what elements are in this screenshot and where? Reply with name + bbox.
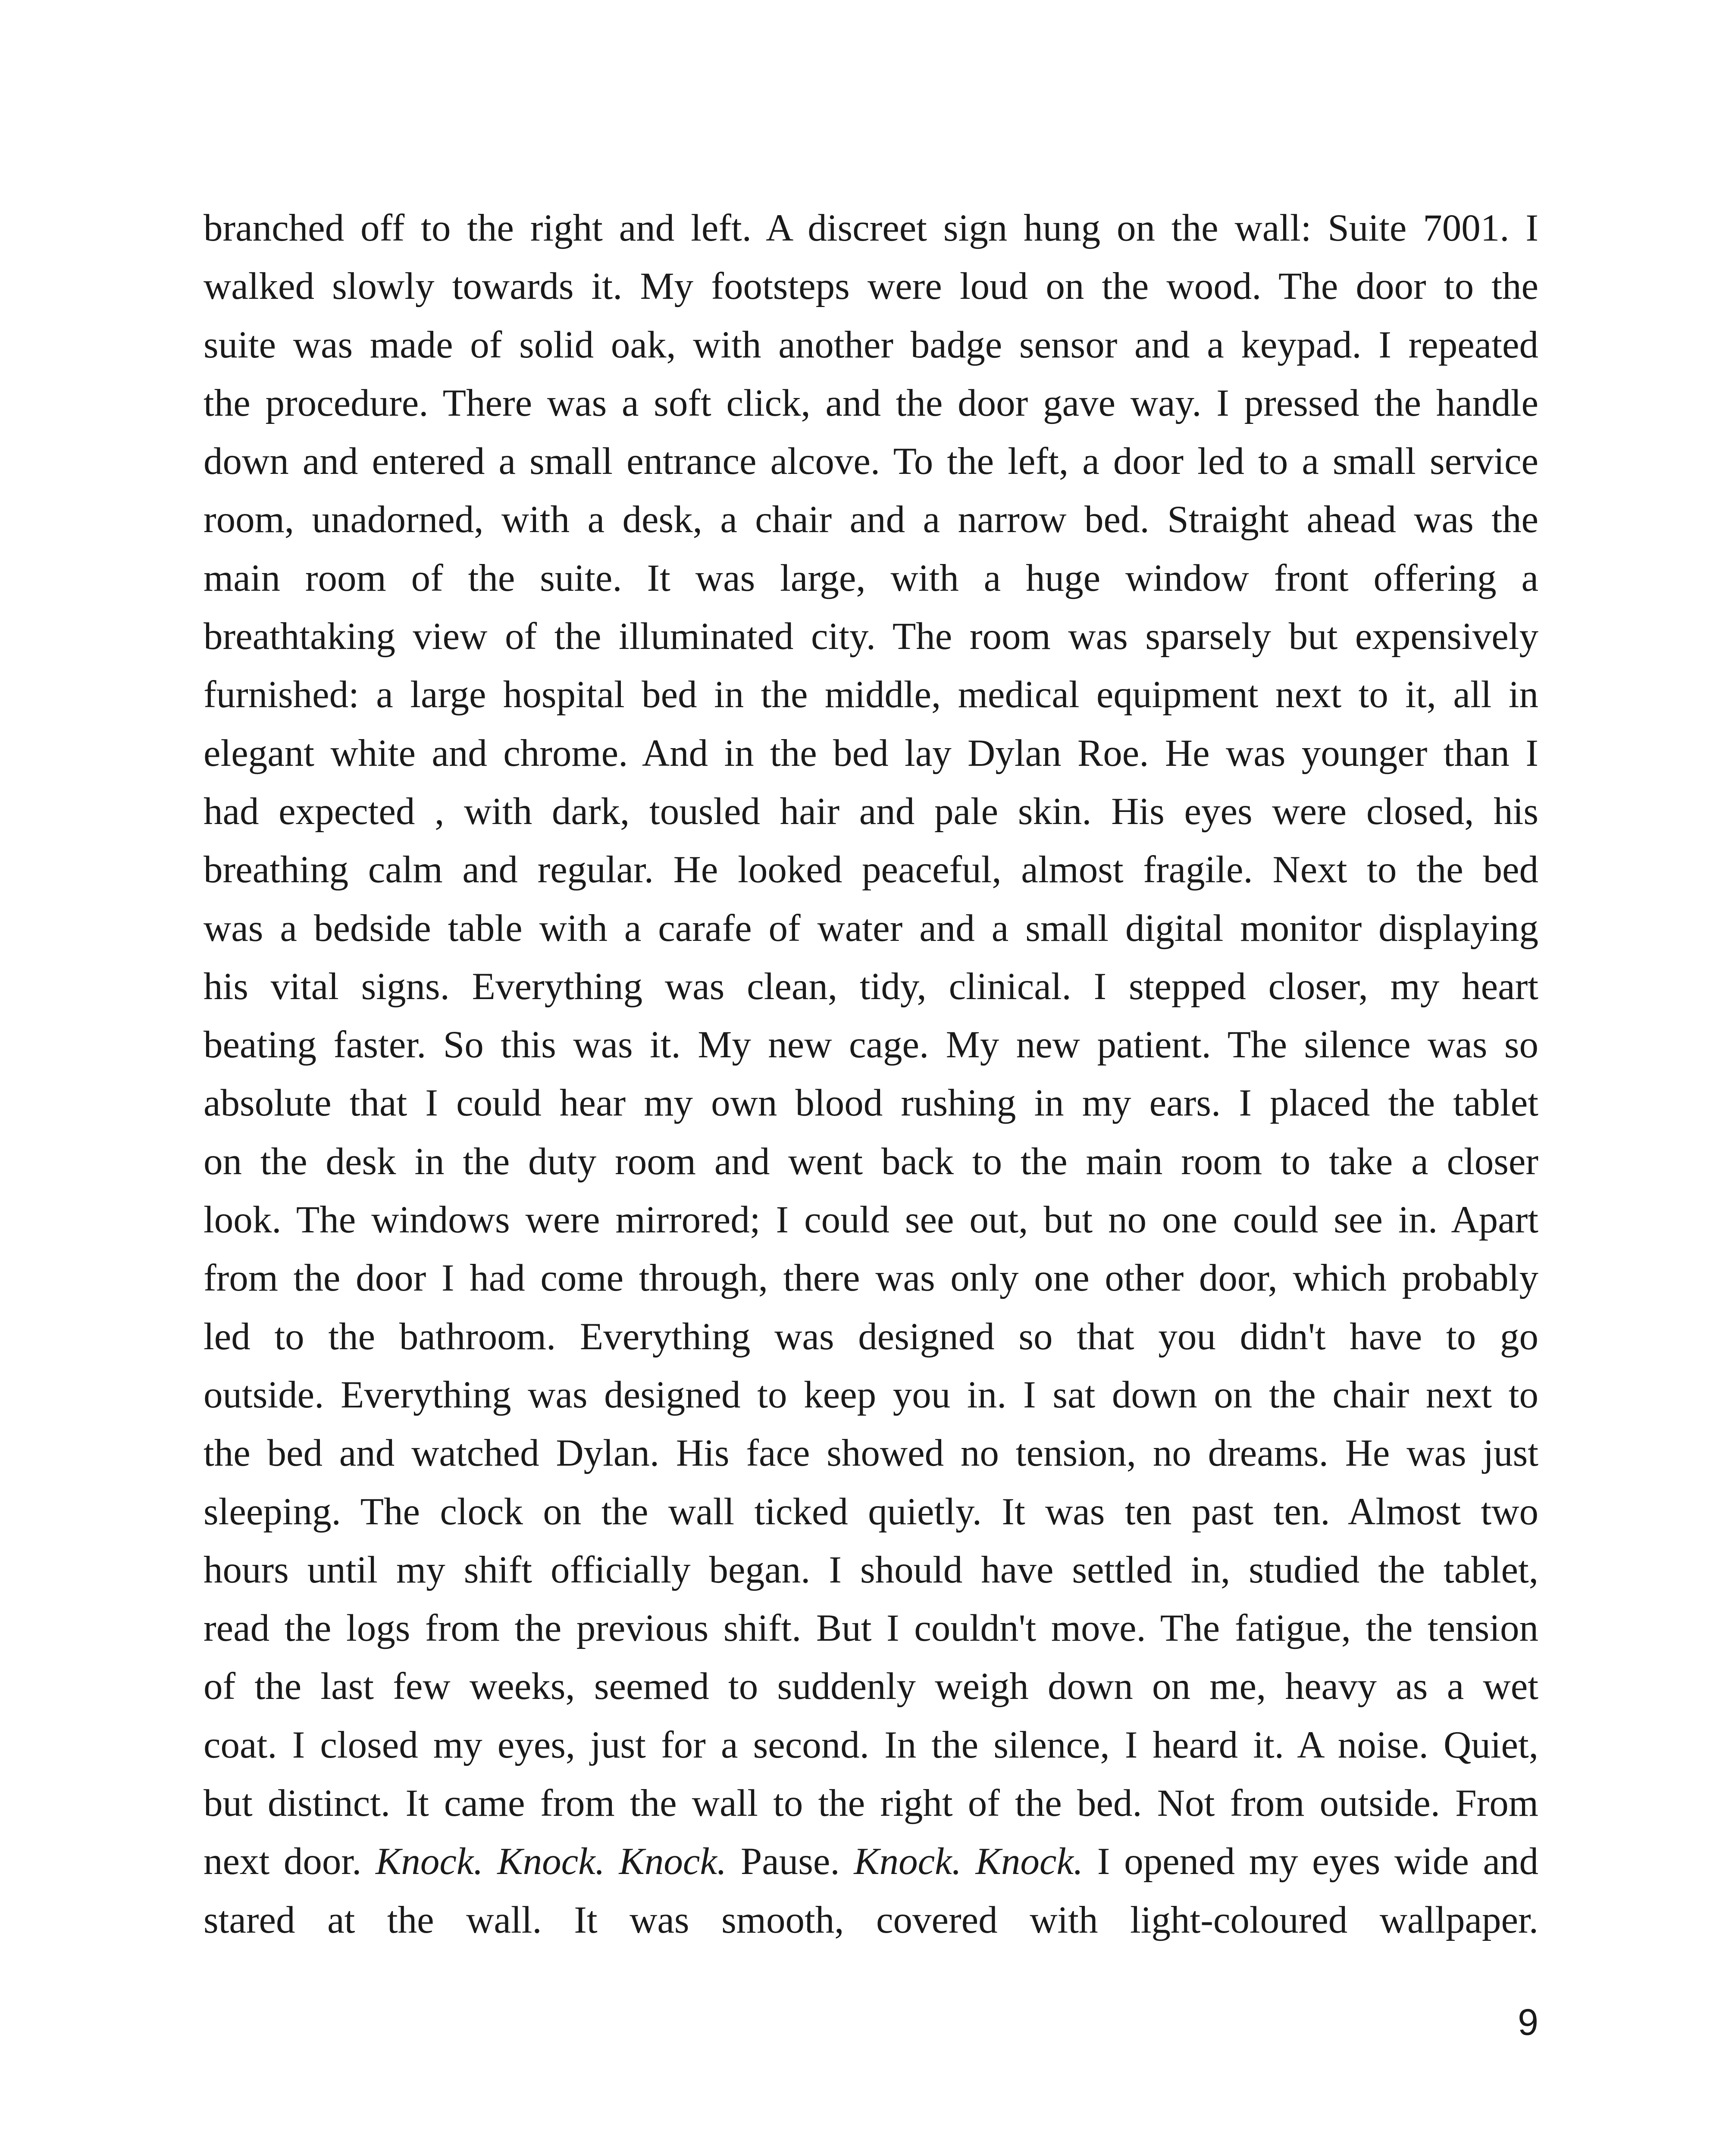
text-line: the bed and watched Dylan. His face showed no tension, no dreams. He was just: [204, 1432, 1538, 1475]
text-line: room, unadorned, with a desk, a chair and a narrow bed. Straight ahead was the: [204, 498, 1538, 541]
text-line: outside. Everything was designed to keep you in. I sat down on the chair next to: [204, 1373, 1538, 1416]
text-line: but distinct. It came from the wall to the right of the bed. Not from outside. From: [204, 1782, 1538, 1825]
text-line: read the logs from the previous shift. But I couldn't move. The fatigue, the tension: [204, 1607, 1538, 1650]
text-line: down and entered a small entrance alcove. To the left, a door led to a small service: [204, 440, 1538, 483]
text-line: of the last few weeks, seemed to suddenly weigh down on me, heavy as a wet: [204, 1665, 1538, 1708]
text-line: hours until my shift officially began. I should have settled in, studied the tablet,: [204, 1548, 1538, 1591]
body-text: [204, 199, 1538, 1949]
text-line-with-italics: [204, 1833, 1538, 1891]
line-segment: I opened my eyes wide and: [1083, 1840, 1539, 1883]
text-line: sleeping. The clock on the wall ticked quietly. It was ten past ten. Almost two: [204, 1490, 1538, 1533]
text-line: elegant white and chrome. And in the bed lay Dylan Roe. He was younger than I: [204, 732, 1538, 774]
text-line: the procedure. There was a soft click, and the door gave way. I pressed the handle: [204, 382, 1538, 424]
text-line: beating faster. So this was it. My new cage. My new patient. The silence was so: [204, 1024, 1538, 1066]
text-line: breathing calm and regular. He looked peaceful, almost fragile. Next to the bed: [204, 849, 1538, 891]
text-line: was a bedside table with a carafe of water and a small digital monitor displaying: [204, 907, 1538, 950]
text-line: look. The windows were mirrored; I could see out, but no one could see in. Apart: [204, 1199, 1538, 1241]
text-line: walked slowly towards it. My footsteps were loud on the wood. The door to the: [204, 265, 1538, 308]
text-line: from the door I had come through, there was only one other door, which probably: [204, 1257, 1538, 1300]
italic-knock-1: Knock. Knock. Knock.: [375, 1840, 727, 1883]
text-line: suite was made of solid oak, with another badge sensor and a keypad. I repeated: [204, 323, 1538, 366]
text-line: on the desk in the duty room and went back to the main room to take a closer: [204, 1140, 1538, 1183]
text-line: absolute that I could hear my own blood rushing in my ears. I placed the tablet: [204, 1082, 1538, 1125]
text-line: stared at the wall. It was smooth, covered with light-coloured wallpaper.: [204, 1899, 1538, 1941]
text-line: breathtaking view of the illuminated city. The room was sparsely but expensively: [204, 615, 1538, 658]
text-line: led to the bathroom. Everything was designed so that you didn't have to go: [204, 1315, 1538, 1358]
text-line: his vital signs. Everything was clean, tidy, clinical. I stepped closer, my heart: [204, 965, 1538, 1008]
text-line: furnished: a large hospital bed in the middle, medical equipment next to it, all in: [204, 674, 1538, 716]
line-segment: next door.: [204, 1840, 376, 1883]
page-number: 9: [1518, 2002, 1538, 2043]
italic-knock-2: Knock. Knock.: [854, 1840, 1084, 1883]
text-line: coat. I closed my eyes, just for a second. In the silence, I heard it. A noise. Quiet,: [204, 1724, 1538, 1766]
text-line: had expected , with dark, tousled hair and pale skin. His eyes were closed, his: [204, 790, 1538, 833]
text-line: main room of the suite. It was large, with a huge window front offering a: [204, 557, 1538, 599]
line-segment: Pause.: [727, 1840, 854, 1883]
text-line: branched off to the right and left. A discreet sign hung on the wall: Suite 7001. I: [204, 207, 1538, 249]
